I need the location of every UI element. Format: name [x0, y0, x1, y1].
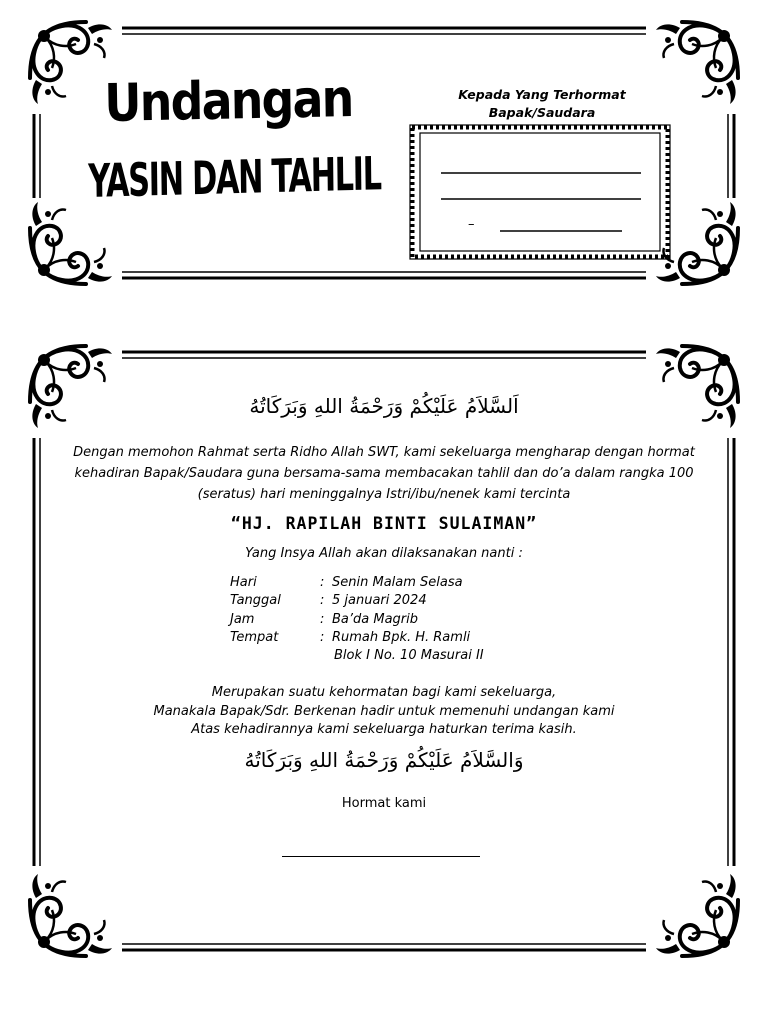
detail-label: Tempat	[230, 629, 279, 645]
deceased-name: “HJ. RAPILAH BINTI SULAIMAN”	[230, 514, 538, 533]
closing-line: Manakala Bapak/Sdr. Berkenan hadir untuk memenuhi undangan kami	[153, 703, 615, 719]
detail-label: Hari	[230, 575, 257, 590]
envelope-card	[30, 22, 738, 284]
detail-separator: :	[320, 629, 325, 645]
detail-value: Ba’da Magrib	[332, 611, 419, 627]
regards-text: Hormat kami	[341, 796, 427, 811]
detail-label: Tanggal	[230, 593, 281, 609]
detail-row-address-continuation	[230, 647, 484, 665]
corner-ornament-icon	[650, 342, 742, 434]
corner-ornament-icon	[26, 342, 118, 434]
closing-line: Merupakan suatu kehormatan bagi kami sekeluarga,	[211, 685, 557, 700]
salam-closing: وَالسَّلاَمُ عَلَيْكُمْ وَرَحْمَةُ اللهِ وَبَرَكَاتُهُ	[244, 748, 524, 772]
closing-line: Atas kehadirannya kami sekeluarga haturkan terima kasih.	[191, 722, 577, 737]
corner-ornament-icon	[26, 868, 118, 960]
corner-ornament-icon	[650, 868, 742, 960]
detail-value: Rumah Bpk. H. Ramli	[332, 629, 471, 645]
detail-row-day	[230, 574, 484, 592]
invitation-subtitle: YASIN DAN TAHLIL	[87, 146, 382, 208]
signature-line	[282, 856, 480, 857]
corner-ornament-icon	[26, 196, 118, 288]
detail-label: Jam	[230, 611, 255, 627]
closing-paragraph	[60, 684, 708, 740]
addressee-heading	[410, 86, 674, 122]
addressee-line-2: Bapak/Saudara	[488, 105, 596, 120]
intro-paragraph: Dengan memohon Rahmat serta Ridho Allah SWT, kami sekeluarga mengharap dengan hormat kehadiran Bapak/Saudara guna bersama-sama membacakan tahlil dan do’a dalam rangka 100 (seratus) hari meninggalnya Istri/ibu/nenek kami tercinta	[73, 445, 695, 502]
detail-value: Senin Malam Selasa	[332, 575, 463, 590]
invitation-title: Undangan	[103, 69, 353, 134]
detail-separator: :	[320, 593, 325, 609]
event-details	[230, 574, 484, 665]
schedule-lead: Yang Insya Allah akan dilaksanakan nanti :	[245, 546, 523, 561]
detail-row-time	[230, 611, 484, 629]
detail-row-date	[230, 592, 484, 610]
detail-value: 5 januari 2024	[332, 593, 427, 609]
address-box-border	[408, 123, 672, 261]
address-dash: –	[468, 217, 475, 232]
addressee-line-1: Kepada Yang Terhormat	[458, 87, 626, 102]
detail-separator: :	[320, 575, 325, 590]
salam-opening: اَلسَّلاَمُ عَلَيْكُمْ وَرَحْمَةُ اللهِ وَبَرَكَاتُهُ	[249, 394, 519, 418]
detail-value: Blok I No. 10 Masurai II	[334, 648, 484, 664]
detail-row-place	[230, 629, 484, 647]
address-box	[408, 123, 672, 261]
invitation-card	[30, 346, 738, 956]
detail-separator: :	[320, 611, 325, 627]
